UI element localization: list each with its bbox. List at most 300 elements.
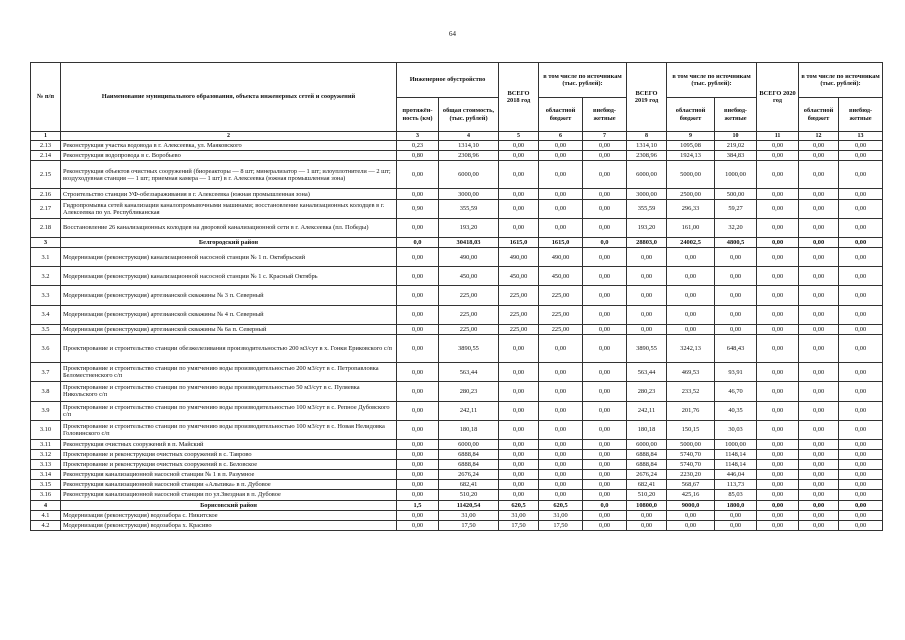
value-cell: 0,00 bbox=[397, 324, 439, 334]
value-cell: 0,00 bbox=[799, 334, 839, 362]
value-cell: 0,00 bbox=[757, 324, 799, 334]
value-cell: 0,00 bbox=[757, 267, 799, 286]
value-cell: 0,00 bbox=[799, 237, 839, 247]
row-index: 3.2 bbox=[31, 267, 61, 286]
value-cell: 0,00 bbox=[757, 382, 799, 401]
value-cell: 0,00 bbox=[539, 218, 583, 237]
value-cell: 0,00 bbox=[583, 324, 627, 334]
value-cell: 3890,55 bbox=[439, 334, 499, 362]
value-cell: 6000,00 bbox=[627, 439, 667, 449]
value-cell: 46,70 bbox=[715, 382, 757, 401]
row-index: 3.11 bbox=[31, 439, 61, 449]
value-cell: 0,00 bbox=[499, 470, 539, 480]
value-cell: 0,00 bbox=[757, 520, 799, 530]
value-cell: 568,67 bbox=[667, 480, 715, 490]
header-regional-2019: областной бюджет bbox=[667, 98, 715, 132]
value-cell: 0,00 bbox=[715, 520, 757, 530]
value-cell: 6000,00 bbox=[439, 439, 499, 449]
object-name: Проектирование и строительство станции по умягчению воды производительностью 100 м3/сут в с. Новая Нелидовка Головинского с/п bbox=[61, 420, 397, 439]
row-index: 3.14 bbox=[31, 470, 61, 480]
column-number: 5 bbox=[499, 132, 539, 141]
header-total-2020: ВСЕГО 2020 год bbox=[757, 63, 799, 132]
header-extra-2020: внебюд-жетные bbox=[839, 98, 883, 132]
header-regional-2018: областной бюджет bbox=[539, 98, 583, 132]
value-cell: 0,00 bbox=[539, 199, 583, 218]
value-cell: 1314,10 bbox=[439, 141, 499, 151]
value-cell: 0,00 bbox=[539, 189, 583, 199]
value-cell: 0,00 bbox=[397, 267, 439, 286]
column-number: 1 bbox=[31, 132, 61, 141]
value-cell: 93,91 bbox=[715, 363, 757, 382]
value-cell: 180,18 bbox=[627, 420, 667, 439]
object-name: Реконструкция канализационной насосной станции по ул.Звездная в п. Дубовое bbox=[61, 490, 397, 500]
value-cell: 0,23 bbox=[397, 141, 439, 151]
value-cell: 0,00 bbox=[799, 510, 839, 520]
value-cell: 0,00 bbox=[499, 151, 539, 161]
value-cell: 225,00 bbox=[539, 324, 583, 334]
value-cell: 0,00 bbox=[583, 520, 627, 530]
value-cell: 225,00 bbox=[539, 305, 583, 324]
value-cell: 0,00 bbox=[499, 161, 539, 189]
value-cell: 620,5 bbox=[499, 500, 539, 510]
value-cell: 225,00 bbox=[539, 286, 583, 305]
header-total-2018: ВСЕГО 2018 год bbox=[499, 63, 539, 132]
table-row bbox=[31, 470, 883, 480]
value-cell: 0,00 bbox=[799, 305, 839, 324]
value-cell: 0,00 bbox=[583, 460, 627, 470]
table-row bbox=[31, 401, 883, 420]
object-name: Модернизация (реконструкция) артезианской скважины № 3 п. Северный bbox=[61, 286, 397, 305]
value-cell: 0,00 bbox=[839, 267, 883, 286]
infrastructure-table bbox=[30, 62, 883, 531]
value-cell: 0,00 bbox=[583, 199, 627, 218]
value-cell: 6888,84 bbox=[439, 460, 499, 470]
value-cell: 0,00 bbox=[667, 510, 715, 520]
value-cell: 0,00 bbox=[757, 510, 799, 520]
value-cell: 0,00 bbox=[397, 189, 439, 199]
header-extra-2018: внебюд-жетные bbox=[583, 98, 627, 132]
value-cell: 0,00 bbox=[539, 161, 583, 189]
value-cell: 1800,0 bbox=[715, 500, 757, 510]
value-cell: 0,00 bbox=[397, 450, 439, 460]
object-name: Реконструкция участка водовода в г. Алексеевка, ул. Маяковского bbox=[61, 141, 397, 151]
table-row bbox=[31, 450, 883, 460]
value-cell: 0,00 bbox=[757, 363, 799, 382]
value-cell: 648,43 bbox=[715, 334, 757, 362]
object-name: Проектирование и реконструкция очистных сооружений в с. Таврово bbox=[61, 450, 397, 460]
value-cell: 0,00 bbox=[539, 420, 583, 439]
object-name: Модернизация (реконструкция) канализационной насосной станции № 1 п. Октябрьский bbox=[61, 248, 397, 267]
object-name: Модернизация (реконструкция) артезианской скважины № 4 п. Северный bbox=[61, 305, 397, 324]
value-cell: 280,23 bbox=[439, 382, 499, 401]
value-cell: 2308,96 bbox=[627, 151, 667, 161]
value-cell: 2676,24 bbox=[627, 470, 667, 480]
value-cell: 0,00 bbox=[583, 305, 627, 324]
value-cell: 85,03 bbox=[715, 490, 757, 500]
table-row bbox=[31, 334, 883, 362]
header-regional-2020: областной бюджет bbox=[799, 98, 839, 132]
value-cell: 0,00 bbox=[799, 199, 839, 218]
table-row bbox=[31, 248, 883, 267]
value-cell: 1000,00 bbox=[715, 439, 757, 449]
value-cell: 3890,55 bbox=[627, 334, 667, 362]
value-cell: 0,00 bbox=[799, 141, 839, 151]
value-cell: 1148,14 bbox=[715, 450, 757, 460]
value-cell: 0,00 bbox=[799, 248, 839, 267]
value-cell: 0,00 bbox=[667, 324, 715, 334]
value-cell: 0,00 bbox=[667, 248, 715, 267]
value-cell: 0,00 bbox=[839, 151, 883, 161]
row-index: 3.10 bbox=[31, 420, 61, 439]
value-cell: 450,00 bbox=[539, 267, 583, 286]
object-name: Реконструкция канализационной насосной станции «Альпика» в п. Дубовое bbox=[61, 480, 397, 490]
value-cell: 17,50 bbox=[439, 520, 499, 530]
value-cell: 0,00 bbox=[799, 267, 839, 286]
value-cell: 0,00 bbox=[397, 286, 439, 305]
object-name: Модернизация (реконструкция) артезианской скважины № 6а п. Северный bbox=[61, 324, 397, 334]
value-cell: 0,00 bbox=[757, 237, 799, 247]
value-cell: 0,00 bbox=[839, 141, 883, 151]
value-cell: 280,23 bbox=[627, 382, 667, 401]
value-cell: 0,00 bbox=[757, 286, 799, 305]
value-cell: 150,15 bbox=[667, 420, 715, 439]
value-cell: 0,00 bbox=[757, 450, 799, 460]
value-cell: 0,00 bbox=[583, 334, 627, 362]
value-cell: 3242,13 bbox=[667, 334, 715, 362]
object-name: Реконструкция объектов очистных сооружений (биореакторы — 8 шт; минерализатор — 1 шт; илоуплотнители — 2 шт; воздуходувная станция — 1 шт; приемная камера — 1 шт) в г. Алексеевка (южная промышленная зона) bbox=[61, 161, 397, 189]
value-cell: 6000,00 bbox=[439, 161, 499, 189]
value-cell: 0,00 bbox=[799, 480, 839, 490]
value-cell: 0,00 bbox=[799, 470, 839, 480]
row-index: 2.18 bbox=[31, 218, 61, 237]
value-cell: 0,00 bbox=[799, 401, 839, 420]
column-number: 2 bbox=[61, 132, 397, 141]
value-cell: 4800,5 bbox=[715, 237, 757, 247]
row-index: 3.8 bbox=[31, 382, 61, 401]
value-cell: 225,00 bbox=[499, 305, 539, 324]
value-cell: 0,00 bbox=[757, 470, 799, 480]
header-sources-2018: в том числе по источникам (тыс. рублей): bbox=[539, 63, 627, 98]
value-cell: 0,00 bbox=[839, 218, 883, 237]
header-cost: общая стоимость, (тыс. рублей) bbox=[439, 98, 499, 132]
object-name: Проектирование и строительство станции обезжелезивания производительностью 200 м3/сут в х. Гонки Ериковского с/п bbox=[61, 334, 397, 362]
value-cell: 0,00 bbox=[499, 189, 539, 199]
value-cell: 0,00 bbox=[799, 218, 839, 237]
value-cell: 0,00 bbox=[627, 510, 667, 520]
column-number: 9 bbox=[667, 132, 715, 141]
value-cell: 0,00 bbox=[839, 305, 883, 324]
value-cell: 0,00 bbox=[799, 286, 839, 305]
object-name: Белгородский район bbox=[61, 237, 397, 247]
value-cell: 1615,0 bbox=[539, 237, 583, 247]
value-cell: 0,00 bbox=[757, 141, 799, 151]
value-cell: 0,00 bbox=[499, 420, 539, 439]
value-cell: 0,00 bbox=[799, 324, 839, 334]
value-cell: 6888,84 bbox=[439, 450, 499, 460]
value-cell: 0,00 bbox=[397, 305, 439, 324]
value-cell: 32,20 bbox=[715, 218, 757, 237]
table-row bbox=[31, 199, 883, 218]
value-cell: 225,00 bbox=[439, 324, 499, 334]
value-cell: 10800,0 bbox=[627, 500, 667, 510]
table-row bbox=[31, 520, 883, 530]
value-cell: 0,00 bbox=[799, 420, 839, 439]
district-row bbox=[31, 237, 883, 247]
value-cell: 0,00 bbox=[799, 151, 839, 161]
value-cell: 0,00 bbox=[757, 161, 799, 189]
value-cell: 0,00 bbox=[839, 382, 883, 401]
value-cell: 5740,70 bbox=[667, 460, 715, 470]
value-cell: 1924,13 bbox=[667, 151, 715, 161]
value-cell: 0,00 bbox=[499, 460, 539, 470]
value-cell: 0,00 bbox=[715, 305, 757, 324]
value-cell: 563,44 bbox=[627, 363, 667, 382]
row-index: 4.2 bbox=[31, 520, 61, 530]
value-cell: 193,20 bbox=[627, 218, 667, 237]
value-cell: 0,00 bbox=[397, 420, 439, 439]
table-row bbox=[31, 382, 883, 401]
value-cell: 0,00 bbox=[539, 439, 583, 449]
value-cell: 0,00 bbox=[539, 450, 583, 460]
value-cell: 0,00 bbox=[627, 305, 667, 324]
value-cell: 0,00 bbox=[799, 500, 839, 510]
object-name: Проектирование и строительство станции по умягчению воды производительностью 200 м3/сут в с. Петропавловка Беломестненского с/п bbox=[61, 363, 397, 382]
row-index: 3.12 bbox=[31, 450, 61, 460]
value-cell: 0,00 bbox=[667, 267, 715, 286]
value-cell: 0,0 bbox=[583, 237, 627, 247]
value-cell: 0,00 bbox=[839, 189, 883, 199]
value-cell: 0,00 bbox=[583, 439, 627, 449]
value-cell: 0,00 bbox=[397, 363, 439, 382]
table-row bbox=[31, 189, 883, 199]
value-cell: 0,00 bbox=[715, 510, 757, 520]
value-cell: 225,00 bbox=[499, 324, 539, 334]
value-cell: 225,00 bbox=[499, 286, 539, 305]
value-cell: 0,00 bbox=[499, 199, 539, 218]
value-cell: 0,00 bbox=[539, 141, 583, 151]
row-index: 4 bbox=[31, 500, 61, 510]
row-index: 3.16 bbox=[31, 490, 61, 500]
value-cell: 1000,00 bbox=[715, 161, 757, 189]
value-cell: 0,00 bbox=[499, 363, 539, 382]
value-cell: 0,00 bbox=[715, 248, 757, 267]
value-cell: 0,00 bbox=[583, 401, 627, 420]
value-cell: 0,00 bbox=[583, 363, 627, 382]
value-cell: 0,00 bbox=[757, 305, 799, 324]
value-cell: 0,00 bbox=[397, 520, 439, 530]
value-cell: 450,00 bbox=[499, 267, 539, 286]
value-cell: 30418,03 bbox=[439, 237, 499, 247]
table-row bbox=[31, 305, 883, 324]
value-cell: 0,00 bbox=[583, 161, 627, 189]
value-cell: 0,00 bbox=[397, 439, 439, 449]
object-name: Модернизация (реконструкция) водозабора х. Красиво bbox=[61, 520, 397, 530]
value-cell: 0,00 bbox=[757, 490, 799, 500]
value-cell: 3000,00 bbox=[439, 189, 499, 199]
value-cell: 0,00 bbox=[799, 520, 839, 530]
table-row bbox=[31, 324, 883, 334]
value-cell: 0,00 bbox=[583, 267, 627, 286]
value-cell: 0,00 bbox=[583, 420, 627, 439]
value-cell: 0,0 bbox=[583, 500, 627, 510]
value-cell: 24002,5 bbox=[667, 237, 715, 247]
value-cell: 0,00 bbox=[499, 439, 539, 449]
value-cell: 0,00 bbox=[499, 334, 539, 362]
value-cell: 0,00 bbox=[799, 382, 839, 401]
value-cell: 0,00 bbox=[583, 510, 627, 520]
value-cell: 0,00 bbox=[583, 141, 627, 151]
header-name: Наименование муниципального образования, объекта инженерных сетей и сооружений bbox=[61, 63, 397, 132]
value-cell: 11420,54 bbox=[439, 500, 499, 510]
value-cell: 0,00 bbox=[839, 470, 883, 480]
row-index: 2.17 bbox=[31, 199, 61, 218]
value-cell: 0,00 bbox=[397, 382, 439, 401]
value-cell: 6000,00 bbox=[627, 161, 667, 189]
value-cell: 0,00 bbox=[627, 286, 667, 305]
value-cell: 0,00 bbox=[499, 480, 539, 490]
row-index: 2.16 bbox=[31, 189, 61, 199]
value-cell: 0,00 bbox=[583, 286, 627, 305]
header-infrastructure: Инженерное обустройство bbox=[397, 63, 499, 98]
value-cell: 1,5 bbox=[397, 500, 439, 510]
value-cell: 0,00 bbox=[583, 470, 627, 480]
value-cell: 0,00 bbox=[839, 363, 883, 382]
value-cell: 193,20 bbox=[439, 218, 499, 237]
value-cell: 0,00 bbox=[539, 382, 583, 401]
value-cell: 0,00 bbox=[715, 286, 757, 305]
value-cell: 0,00 bbox=[757, 248, 799, 267]
value-cell: 180,18 bbox=[439, 420, 499, 439]
value-cell: 682,41 bbox=[627, 480, 667, 490]
district-row bbox=[31, 500, 883, 510]
column-number: 11 bbox=[757, 132, 799, 141]
table-row bbox=[31, 218, 883, 237]
value-cell: 0,00 bbox=[539, 470, 583, 480]
value-cell: 0,00 bbox=[627, 267, 667, 286]
row-index: 3 bbox=[31, 237, 61, 247]
column-number: 10 bbox=[715, 132, 757, 141]
value-cell: 1148,14 bbox=[715, 460, 757, 470]
value-cell: 0,00 bbox=[757, 151, 799, 161]
column-number: 12 bbox=[799, 132, 839, 141]
object-name: Модернизация (реконструкция) канализационной насосной станции № 1 с. Красный Октябрь bbox=[61, 267, 397, 286]
value-cell: 0,00 bbox=[397, 334, 439, 362]
table-body bbox=[31, 141, 883, 531]
value-cell: 450,00 bbox=[439, 267, 499, 286]
table-row bbox=[31, 151, 883, 161]
value-cell: 0,00 bbox=[839, 500, 883, 510]
value-cell: 0,80 bbox=[397, 151, 439, 161]
value-cell: 0,00 bbox=[799, 450, 839, 460]
value-cell: 563,44 bbox=[439, 363, 499, 382]
value-cell: 0,00 bbox=[839, 199, 883, 218]
value-cell: 31,00 bbox=[439, 510, 499, 520]
value-cell: 0,00 bbox=[839, 480, 883, 490]
table-row bbox=[31, 363, 883, 382]
table-row bbox=[31, 267, 883, 286]
value-cell: 0,00 bbox=[539, 401, 583, 420]
table-row bbox=[31, 420, 883, 439]
value-cell: 0,00 bbox=[583, 490, 627, 500]
row-index: 3.1 bbox=[31, 248, 61, 267]
header-extra-2019: внебюд-жетные bbox=[715, 98, 757, 132]
row-index: 3.13 bbox=[31, 460, 61, 470]
row-index: 2.15 bbox=[31, 161, 61, 189]
value-cell: 0,00 bbox=[499, 382, 539, 401]
value-cell: 6888,84 bbox=[627, 450, 667, 460]
value-cell: 0,00 bbox=[757, 480, 799, 490]
value-cell: 0,00 bbox=[397, 480, 439, 490]
value-cell: 0,00 bbox=[757, 334, 799, 362]
value-cell: 0,00 bbox=[397, 470, 439, 480]
column-number: 7 bbox=[583, 132, 627, 141]
value-cell: 0,00 bbox=[839, 161, 883, 189]
value-cell: 0,00 bbox=[539, 363, 583, 382]
object-name: Реконструкция канализационной насосной станции № 1 в п. Разумное bbox=[61, 470, 397, 480]
value-cell: 0,00 bbox=[583, 382, 627, 401]
value-cell: 31,00 bbox=[539, 510, 583, 520]
value-cell: 2308,96 bbox=[439, 151, 499, 161]
row-index: 4.1 bbox=[31, 510, 61, 520]
value-cell: 201,76 bbox=[667, 401, 715, 420]
value-cell: 0,00 bbox=[839, 248, 883, 267]
row-index: 3.15 bbox=[31, 480, 61, 490]
value-cell: 0,00 bbox=[839, 334, 883, 362]
value-cell: 510,20 bbox=[627, 490, 667, 500]
value-cell: 355,59 bbox=[439, 199, 499, 218]
row-index: 2.13 bbox=[31, 141, 61, 151]
value-cell: 219,02 bbox=[715, 141, 757, 151]
value-cell: 0,00 bbox=[799, 490, 839, 500]
value-cell: 2500,00 bbox=[667, 189, 715, 199]
value-cell: 161,00 bbox=[667, 218, 715, 237]
value-cell: 0,00 bbox=[539, 480, 583, 490]
value-cell: 0,00 bbox=[839, 420, 883, 439]
value-cell: 3000,00 bbox=[627, 189, 667, 199]
value-cell: 490,00 bbox=[499, 248, 539, 267]
value-cell: 0,00 bbox=[499, 450, 539, 460]
table-row bbox=[31, 460, 883, 470]
row-index: 3.9 bbox=[31, 401, 61, 420]
value-cell: 30,03 bbox=[715, 420, 757, 439]
object-name: Восстановление 26 канализационных колодцев на дворовой канализационной сети в г. Алексеевка (пл. Победы) bbox=[61, 218, 397, 237]
value-cell: 225,00 bbox=[439, 305, 499, 324]
column-number: 3 bbox=[397, 132, 439, 141]
value-cell: 0,00 bbox=[757, 218, 799, 237]
value-cell: 242,11 bbox=[627, 401, 667, 420]
value-cell: 17,50 bbox=[539, 520, 583, 530]
value-cell: 0,00 bbox=[539, 334, 583, 362]
value-cell: 620,5 bbox=[539, 500, 583, 510]
header-total-2019: ВСЕГО 2019 год bbox=[627, 63, 667, 132]
value-cell: 9000,0 bbox=[667, 500, 715, 510]
value-cell: 500,00 bbox=[715, 189, 757, 199]
table-row bbox=[31, 480, 883, 490]
value-cell: 0,00 bbox=[539, 151, 583, 161]
value-cell: 5000,00 bbox=[667, 161, 715, 189]
value-cell: 2676,24 bbox=[439, 470, 499, 480]
value-cell: 0,00 bbox=[715, 267, 757, 286]
value-cell: 225,00 bbox=[439, 286, 499, 305]
value-cell: 0,00 bbox=[397, 161, 439, 189]
object-name: Борисовский район bbox=[61, 500, 397, 510]
table-row bbox=[31, 141, 883, 151]
row-index: 3.7 bbox=[31, 363, 61, 382]
value-cell: 0,00 bbox=[839, 324, 883, 334]
table-row bbox=[31, 490, 883, 500]
object-name: Строительство станции УФ-обеззараживания в г. Алексеевка (южная промышленная зона) bbox=[61, 189, 397, 199]
value-cell: 5000,00 bbox=[667, 439, 715, 449]
